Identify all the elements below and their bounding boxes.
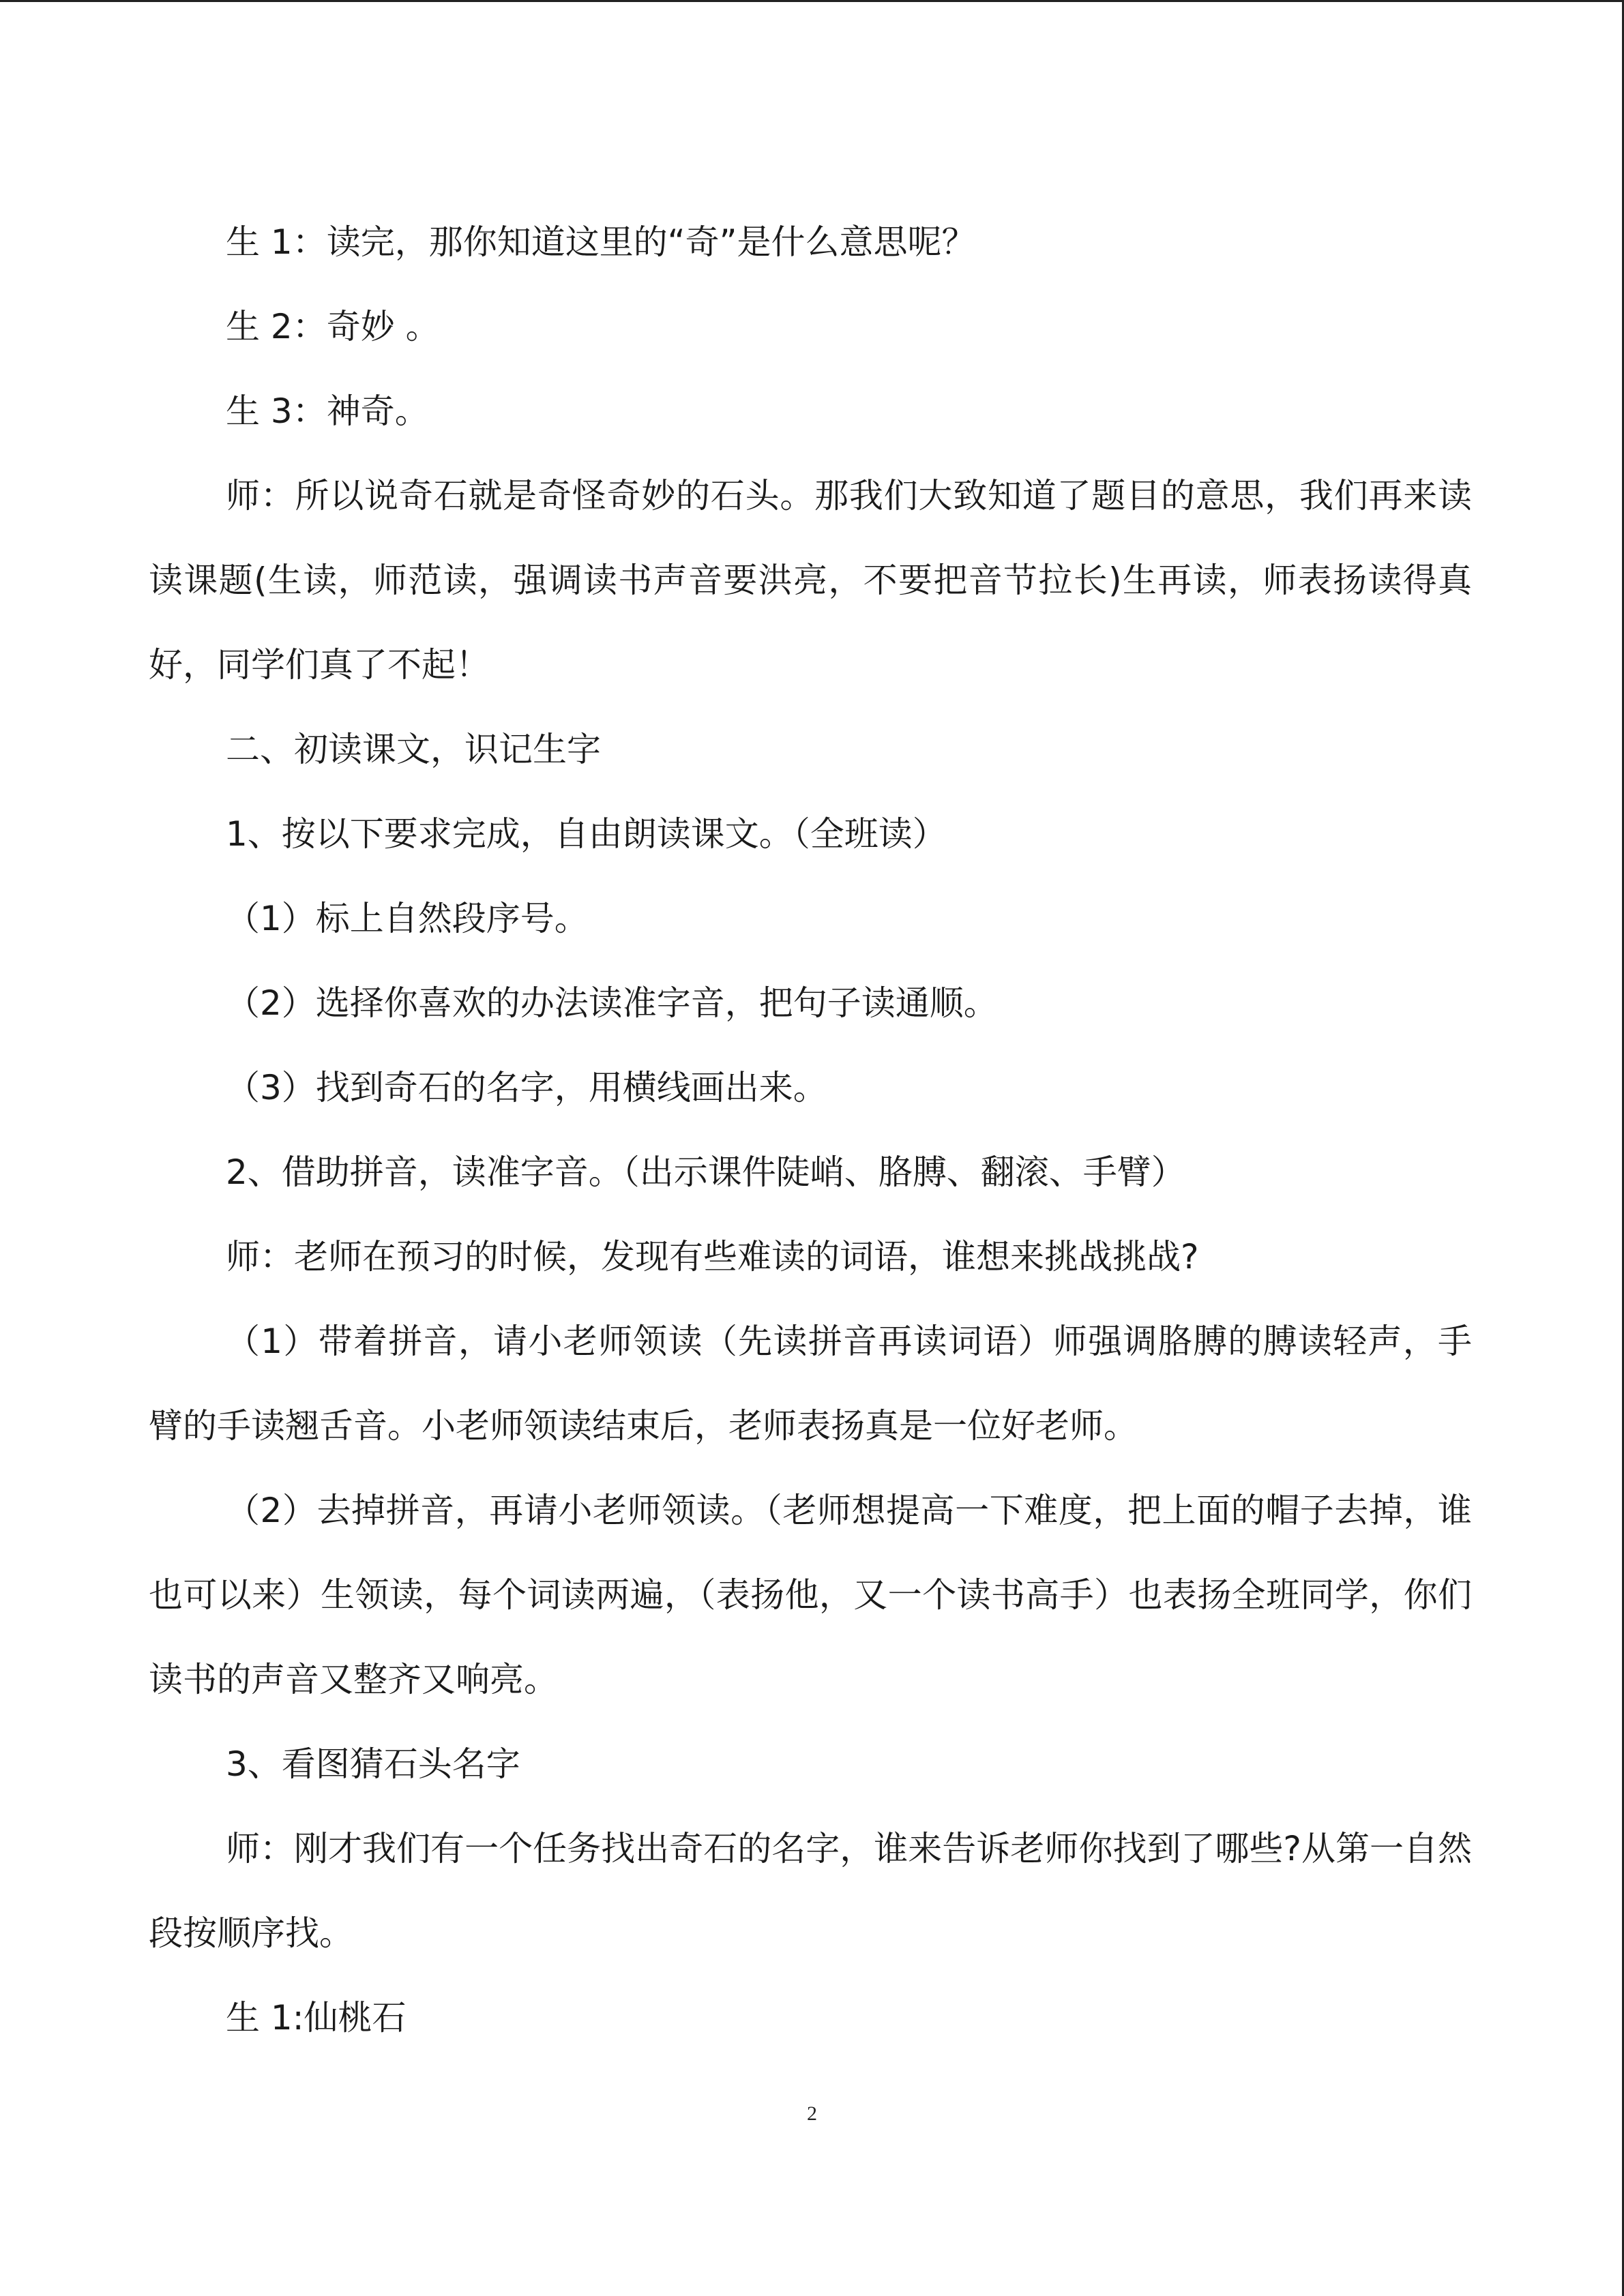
paragraph: 师：刚才我们有一个任务找出奇石的名字，谁来告诉老师你找到了哪些?从第一自然段按顺序找。 (149, 1829, 1472, 1953)
paragraph: 师：所以说奇石就是奇怪奇妙的石头。那我们大致知道了题目的意思，我们再来读读课题(生读，师范读，强调读书声音要洪亮，不要把音节拉长)生再读，师表扬读得真好，同学们真了不起！ (149, 476, 1472, 685)
paragraph: 1、按以下要求完成，自由朗读课文。（全班读） (226, 814, 947, 854)
paragraph: （2）选择你喜欢的办法读准字音，把句子读通顺。 (226, 983, 998, 1023)
paragraph: （1）标上自然段序号。 (226, 899, 589, 938)
paragraph: 生 1：读完，那你知道这里的“奇”是什么意思呢？ (226, 222, 976, 262)
paragraph: 2、借助拼音，读准字音。（出示课件陡峭、胳膊、翻滚、手臂） (226, 1152, 1185, 1192)
paragraph: 生 1:仙桃石 (226, 1998, 407, 2038)
paragraph: 生 3：神奇。 (226, 391, 429, 431)
page-number: 2 (807, 2102, 817, 2125)
paragraph: （1）带着拼音，请小老师领读（先读拼音再读词语）师强调胳膊的膊读轻声，手臂的手读翘舌音。小老师领读结束后，老师表扬真是一位好老师。 (149, 1322, 1472, 1446)
paragraph: 生 2：奇妙 。 (226, 307, 440, 346)
paragraph: 3、看图猜石头名字 (226, 1744, 520, 1784)
section-heading: 二、初读课文，识记生字 (226, 730, 601, 769)
paragraph: （3）找到奇石的名字，用横线画出来。 (226, 1068, 827, 1107)
paragraph: （2）去掉拼音，再请小老师领读。（老师想提高一下难度，把上面的帽子去掉，谁也可以来）生领读，每个词读两遍，（表扬他，又一个读书高手）也表扬全班同学，你们读书的声音又整齐又响亮。 (149, 1491, 1472, 1699)
document-body (149, 200, 1472, 2060)
paragraph: 师：老师在预习的时候，发现有些难读的词语，谁想来挑战挑战? (226, 1237, 1199, 1277)
